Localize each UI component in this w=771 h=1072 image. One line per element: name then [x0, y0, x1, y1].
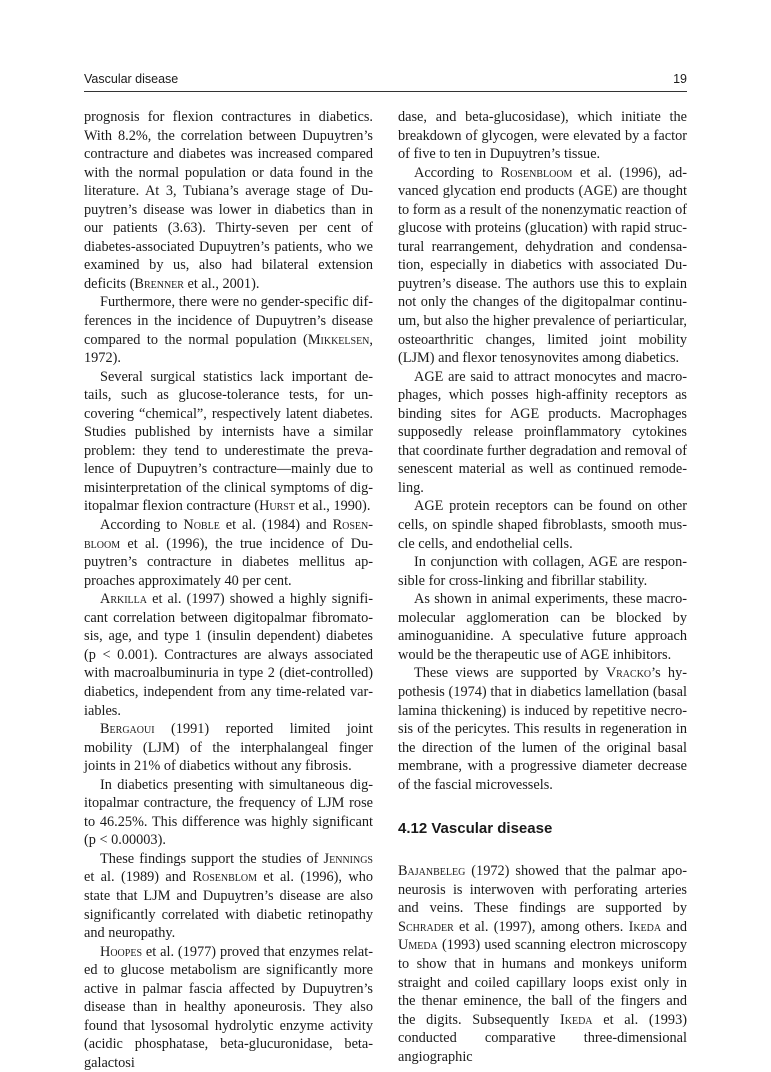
paragraph: These findings support the studies of Jennings et al. (1989) and Rosenblom et al. (1996), who state that LJM and Dupuytren’s disease are also significantly correlated with diabetic retinopathy and neuropathy.	[84, 850, 373, 942]
author-reference: Arkilla	[100, 591, 147, 608]
left-column	[84, 108, 373, 1072]
author-reference: Rosenbloom	[500, 164, 573, 181]
paragraph: Hoopes et al. (1977) proved that enzymes related to glucose metabolism are significantly more active in palmar fascia affected by Dupuytren’s disease than in healthy aponeurosis. They also found that lysosomal hydrolytic enzyme activity (acidic phosphatase, beta-glucuronidase, beta-galactosi	[84, 943, 373, 1071]
paragraph: Arkilla et al. (1997) showed a highly significant correlation between digitopalmar fibromatosis, age, and type 1 (insulin dependent) diabetes (p < 0.001). Contractures are always associated with macroalbuminuria in type 2 (diet-controlled) diabetics, independent from any time-related variables.	[84, 591, 373, 719]
author-reference: Ikeda	[628, 918, 662, 935]
author-reference: Bajanbeleg	[398, 863, 466, 880]
section-heading: 4.12 Vascular disease	[398, 820, 553, 838]
paragraph: According to Rosenbloom et al. (1996), advanced glycation end products (AGE) are thought to form as a result of the nonenzymatic reaction of glucose with proteins (glucation) with rapid structural rearrangement, dehydration and condensation, especially in diabetics with associated Dupuytren’s disease. The authors use this to explain not only the changes of the digitopalmar continuum, but also the higher prevalence of periarticular, osteoarthritic changes, limited joint mobility (LJM) and flexor tenosynovites among diabetics.	[398, 164, 687, 367]
author-reference: Noble	[183, 517, 220, 534]
paragraph: In diabetics presenting with simultaneous digitopalmar contracture, the frequency of LJM rose to 46.25%. This difference was highly significant (p < 0.00003).	[84, 776, 373, 849]
author-reference: Bergaoui	[100, 721, 155, 738]
paragraph: prognosis for flexion contractures in diabetics. With 8.2%, the correlation between Dupuytren’s contracture and diabetes was increased compared with the normal population or data found in the literature. At 3, Tubiana’s average stage of Dupuytren’s disease was lower in diabetics than in our patients (3.63). Thirty-seven per cent of diabetes-associated Dupuytren’s patients, who we examined by us, also had bilateral extension deficits (Brenner et al., 2001).	[84, 109, 373, 292]
paragraph: dase, and beta-glucosidase), which initiate the breakdown of glycogen, were elevated by a factor of five to ten in Dupuytren’s tissue.	[398, 109, 687, 163]
paragraph: As shown in animal experiments, these macromolecular agglomeration can be blocked by aminoguanidine. A speculative future approach would be the therapeutic use of AGE inhibitors.	[398, 591, 687, 663]
running-head-title: Vascular disease	[84, 72, 179, 86]
paragraph: In conjunction with collagen, AGE are responsible for cross-linking and fibrillar stability.	[398, 554, 687, 589]
author-reference: Schrader	[398, 918, 454, 935]
paragraph: According to Noble et al. (1984) and Rosenbloom et al. (1996), the true incidence of Dupuytren’s contracture in diabetes mellitus approaches approximately 40 per cent.	[84, 517, 373, 589]
author-reference: Brenner	[134, 275, 184, 292]
author-reference: Vracko	[605, 665, 652, 682]
paragraph: Bajanbeleg (1972) showed that the palmar aponeurosis is interwoven with perforating arteries and veins. These findings are supported by Schrader et al. (1997), among others. Ikeda and Umeda (1993) used scanning electron microscopy to show that in humans and monkeys uniform straight and coiled capillary loops exist only in the thenar eminence, the ball of the fingers and the digits. Subsequently Ikeda et al. (1993) conducted comparative three-dimensional angiographic	[398, 863, 687, 1065]
author-reference: Hurst	[259, 498, 295, 515]
author-reference: Ikeda	[559, 1011, 593, 1028]
author-reference: Mikkelsen	[307, 331, 370, 348]
author-reference: Hoopes	[100, 943, 142, 960]
paragraph: Several surgical statistics lack important details, such as glucose-tolerance tests, for uncovering “chemical”, respectively latent diabetes. Studies published by internists have a similar problem: they tend to underestimate the prevalence of Dupuytren’s contracture—mainly due to misinterpretation of the clinical symptoms of digitopalmar flexion contracture (Hurst et al., 1990).	[84, 368, 373, 515]
paragraph: AGE are said to attract monocytes and macrophages, which posses high-affinity receptors as binding sites for AGE products. Macrophages supposedly release proinflammatory cytokines that coordinate further degradation and removal of senescent material as well as continued remodeling.	[398, 368, 687, 496]
author-reference: Rosenbloom	[84, 517, 373, 552]
paragraph: Bergaoui (1991) reported limited joint mobility (LJM) of the interphalangeal finger joints in 21% of diabetics without any fibrosis.	[84, 721, 373, 775]
author-reference: Umeda	[398, 937, 438, 954]
paragraph: Furthermore, there were no gender-specific differences in the incidence of Dupuytren’s disease compared to the normal population (Mikkelsen, 1972).	[84, 294, 373, 367]
paragraph: AGE protein receptors can be found on other cells, on spindle shaped fibroblasts, smooth muscle cells, and endothelial cells.	[398, 498, 687, 552]
right-column	[398, 108, 687, 1066]
author-reference: Jennings	[323, 850, 373, 867]
author-reference: Rosenblom	[192, 869, 257, 886]
header-rule	[84, 91, 687, 92]
paragraph: These views are supported by Vracko’s hypothesis (1974) that in diabetics lamellation (basal lamina thickening) is induced by repetitive necrosis of the pericytes. This results in regeneration in the direction of the lumen of the original basal membrane, with a progressive diameter decrease of the fascial microvessels.	[398, 665, 687, 793]
page-number: 19	[673, 72, 687, 86]
